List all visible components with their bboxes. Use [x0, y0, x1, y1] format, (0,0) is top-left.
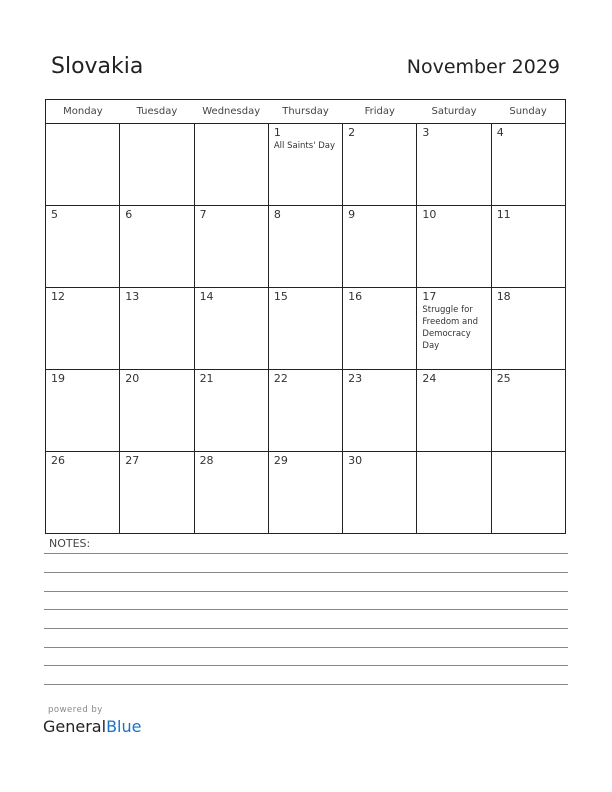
note-line: [44, 684, 568, 685]
weekday-header: Tuesday: [120, 100, 194, 124]
day-number: 23: [348, 372, 363, 385]
day-number: 22: [273, 372, 288, 385]
day-number: 13: [125, 290, 140, 303]
note-line: [44, 665, 568, 666]
day-number: 7: [199, 208, 207, 221]
day-cell: [417, 370, 491, 452]
day-number: 14: [199, 290, 214, 303]
day-cell: [268, 370, 342, 452]
day-cell: [120, 452, 194, 534]
powered-by-text: powered by: [48, 705, 103, 715]
day-cell: [491, 288, 565, 370]
weekday-header: Thursday: [268, 100, 342, 124]
weekday-header: Sunday: [491, 100, 565, 124]
note-line: [44, 609, 568, 610]
day-number: 18: [496, 290, 511, 303]
calendar-grid: [45, 99, 566, 534]
day-cell: [417, 288, 491, 370]
day-number: 20: [125, 372, 140, 385]
day-number: 1: [273, 126, 281, 139]
weekday-header-row: [46, 100, 566, 124]
day-cell: [46, 124, 120, 206]
note-line: [44, 628, 568, 629]
note-line: [44, 591, 568, 592]
day-number: 8: [273, 208, 281, 221]
day-cell: [46, 370, 120, 452]
country-title: Slovakia: [51, 54, 144, 79]
day-cell: [194, 370, 268, 452]
week-row: [46, 206, 566, 288]
day-cell: [268, 452, 342, 534]
notes-label: NOTES:: [49, 537, 91, 550]
day-number: 29: [273, 454, 288, 467]
day-number: 21: [199, 372, 214, 385]
day-cell: [417, 452, 491, 534]
day-number: 16: [348, 290, 363, 303]
day-cell: [491, 124, 565, 206]
day-cell: [268, 206, 342, 288]
brand-blue: Blue: [106, 717, 142, 736]
weekday-header: Friday: [343, 100, 417, 124]
day-cell: [194, 206, 268, 288]
day-cell: [343, 206, 417, 288]
day-cell: [120, 206, 194, 288]
day-number: 25: [496, 372, 511, 385]
day-cell: [417, 206, 491, 288]
week-row: [46, 288, 566, 370]
day-cell: [120, 288, 194, 370]
day-cell: [343, 370, 417, 452]
day-number: 2: [348, 126, 356, 139]
day-number: 30: [348, 454, 363, 467]
holiday-label: All Saints' Day: [273, 141, 336, 151]
day-number: 10: [422, 208, 437, 221]
generalblue-logo: [43, 717, 141, 736]
day-number: 4: [496, 126, 504, 139]
day-cell: [343, 124, 417, 206]
week-row: [46, 124, 566, 206]
day-cell: [46, 452, 120, 534]
holiday-label: Struggle for Freedom and Democracy Day: [422, 305, 479, 351]
day-number: 26: [51, 454, 65, 467]
month-year-title: November 2029: [406, 56, 560, 78]
day-cell: [491, 206, 565, 288]
day-number: 24: [422, 372, 437, 385]
day-number: 12: [51, 290, 65, 303]
day-cell: [194, 452, 268, 534]
note-line: [44, 553, 568, 554]
day-number: 17: [422, 290, 437, 303]
day-cell: [268, 124, 342, 206]
day-number: 11: [496, 208, 511, 221]
brand-general: General: [43, 717, 107, 736]
day-cell: [268, 288, 342, 370]
week-row: [46, 370, 566, 452]
week-row: [46, 452, 566, 534]
day-cell: [194, 124, 268, 206]
weekday-header: Saturday: [417, 100, 491, 124]
note-line: [44, 647, 568, 648]
day-cell: [120, 124, 194, 206]
day-number: 6: [125, 208, 133, 221]
day-number: 3: [422, 126, 430, 139]
day-cell: [491, 370, 565, 452]
day-number: 15: [273, 290, 288, 303]
note-line: [44, 572, 568, 573]
day-cell: [46, 206, 120, 288]
weekday-header: Wednesday: [194, 100, 268, 124]
day-cell: [194, 288, 268, 370]
day-number: 28: [199, 454, 214, 467]
day-number: 19: [51, 372, 65, 385]
day-number: 27: [125, 454, 140, 467]
day-cell: [343, 452, 417, 534]
day-cell: [491, 452, 565, 534]
day-cell: [46, 288, 120, 370]
day-cell: [417, 124, 491, 206]
day-number: 5: [51, 208, 58, 221]
weekday-header: Monday: [46, 100, 120, 124]
day-number: 9: [348, 208, 356, 221]
day-cell: [343, 288, 417, 370]
day-cell: [120, 370, 194, 452]
